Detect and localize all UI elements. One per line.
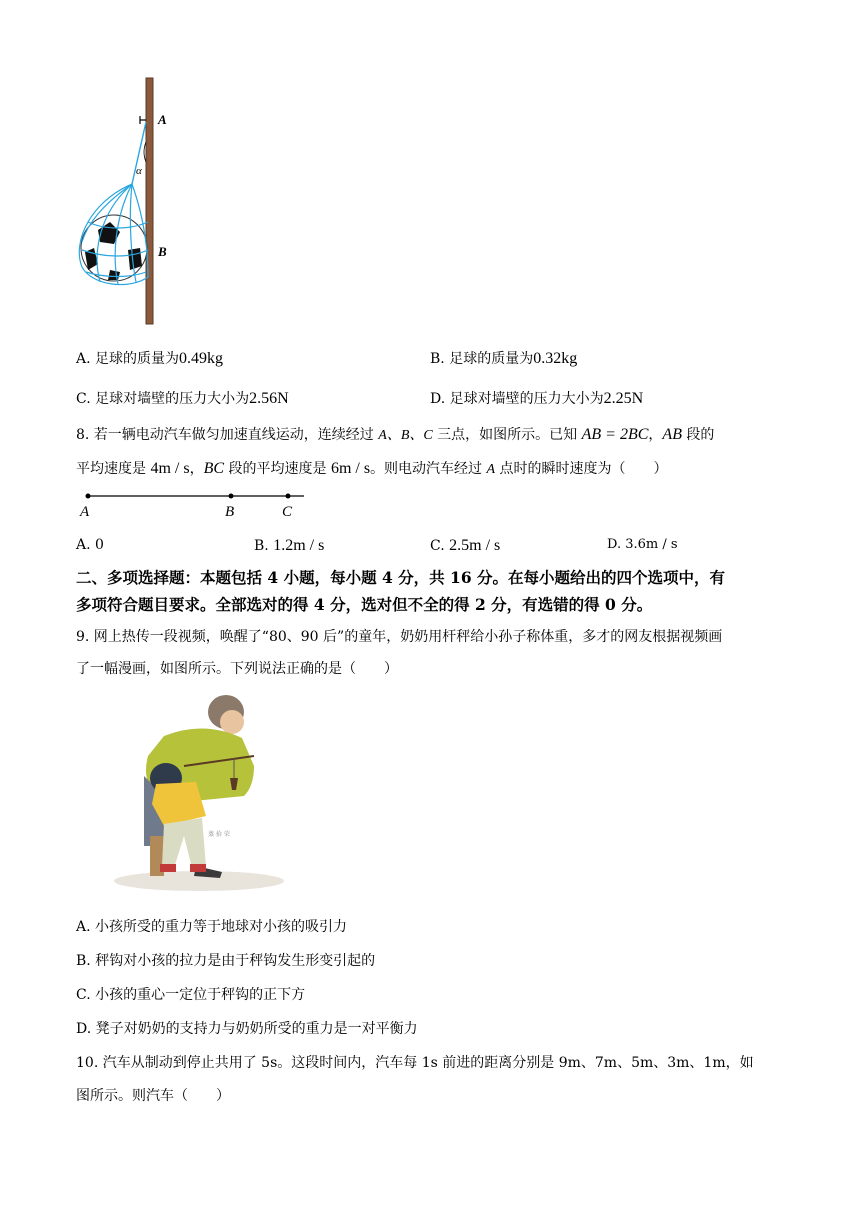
- label-a: A: [158, 112, 167, 127]
- q10-stem-line1: 10. 汽车从制动到停止共用了 5s。这段时间内，汽车每 1s 前进的距离分别是 9m、7m、5m、3m、1m，如: [76, 1055, 754, 1071]
- q8-option-c: C. 2.5m / s: [430, 537, 501, 554]
- q8-option-a: A. 0: [76, 537, 104, 553]
- q7-ball-wall-figure: [70, 72, 210, 332]
- q8-option-b: B. 1.2m / s: [254, 537, 325, 554]
- label-b: B: [225, 504, 235, 520]
- q8-line-figure: [76, 484, 316, 524]
- section2-heading-line1: 二、多项选择题：本题包括 4 小题，每小题 4 分，共 16 分。在每小题给出的四个选项中，有: [76, 568, 726, 587]
- q9-option-c: C. 小孩的重心一定位于秤钩的正下方: [76, 987, 306, 1003]
- q7-option-b: B. 足球的质量为0.32kg: [430, 350, 578, 367]
- q9-option-b: B. 秤钩对小孩的拉力是由于秤钩发生形变引起的: [76, 953, 376, 969]
- point-c: [286, 494, 291, 499]
- q8-stem-line1: 8. 若一辆电动汽车做匀加速直线运动，连续经过 A、B、C 三点，如图所示。已知 AB = 2BC，AB 段的: [76, 426, 715, 443]
- section2-heading-line2: 多项符合题目要求。全部选对的得 4 分，选对但不全的得 2 分，有选错的得 0 分。: [76, 595, 653, 614]
- label-b: B: [158, 244, 167, 259]
- q9-grandma-weighing-illustration: [104, 686, 294, 896]
- q8-stem-line2: 平均速度是 4m / s，BC 段的平均速度是 6m / s。则电动汽车经过 A 点时的瞬时速度为（ ）: [76, 460, 668, 477]
- q8-option-d: D. 3.6m / s: [607, 537, 678, 552]
- q7-option-c: C. 足球对墙壁的压力大小为2.56N: [76, 390, 289, 407]
- soccer-ball: [81, 215, 147, 281]
- q9-option-a: A. 小孩所受的重力等于地球对小孩的吸引力: [76, 919, 348, 935]
- illustration-signature: 蒸 拾 荣: [208, 831, 230, 838]
- q7-option-d: D. 足球对墙壁的压力大小为2.25N: [430, 390, 644, 407]
- point-b: [229, 494, 234, 499]
- label-a: A: [80, 504, 90, 520]
- label-c: C: [282, 504, 293, 520]
- q10-stem-line2: 图所示。则汽车（ ）: [76, 1088, 230, 1104]
- q9-option-d: D. 凳子对奶奶的支持力与奶奶所受的重力是一对平衡力: [76, 1021, 418, 1037]
- q9-stem-line1: 9. 网上热传一段视频，唤醒了“80、90 后”的童年，奶奶用杆秤给小孙子称体重，多才的网友根据视频画: [76, 629, 723, 645]
- q9-stem-line2: 了一幅漫画，如图所示。下列说法正确的是（ ）: [76, 661, 398, 677]
- point-a: [86, 494, 91, 499]
- child-pants: [162, 818, 206, 868]
- wall: [146, 78, 153, 324]
- label-alpha: α: [136, 165, 142, 177]
- q7-option-a: A. 足球的质量为0.49kg: [76, 350, 224, 367]
